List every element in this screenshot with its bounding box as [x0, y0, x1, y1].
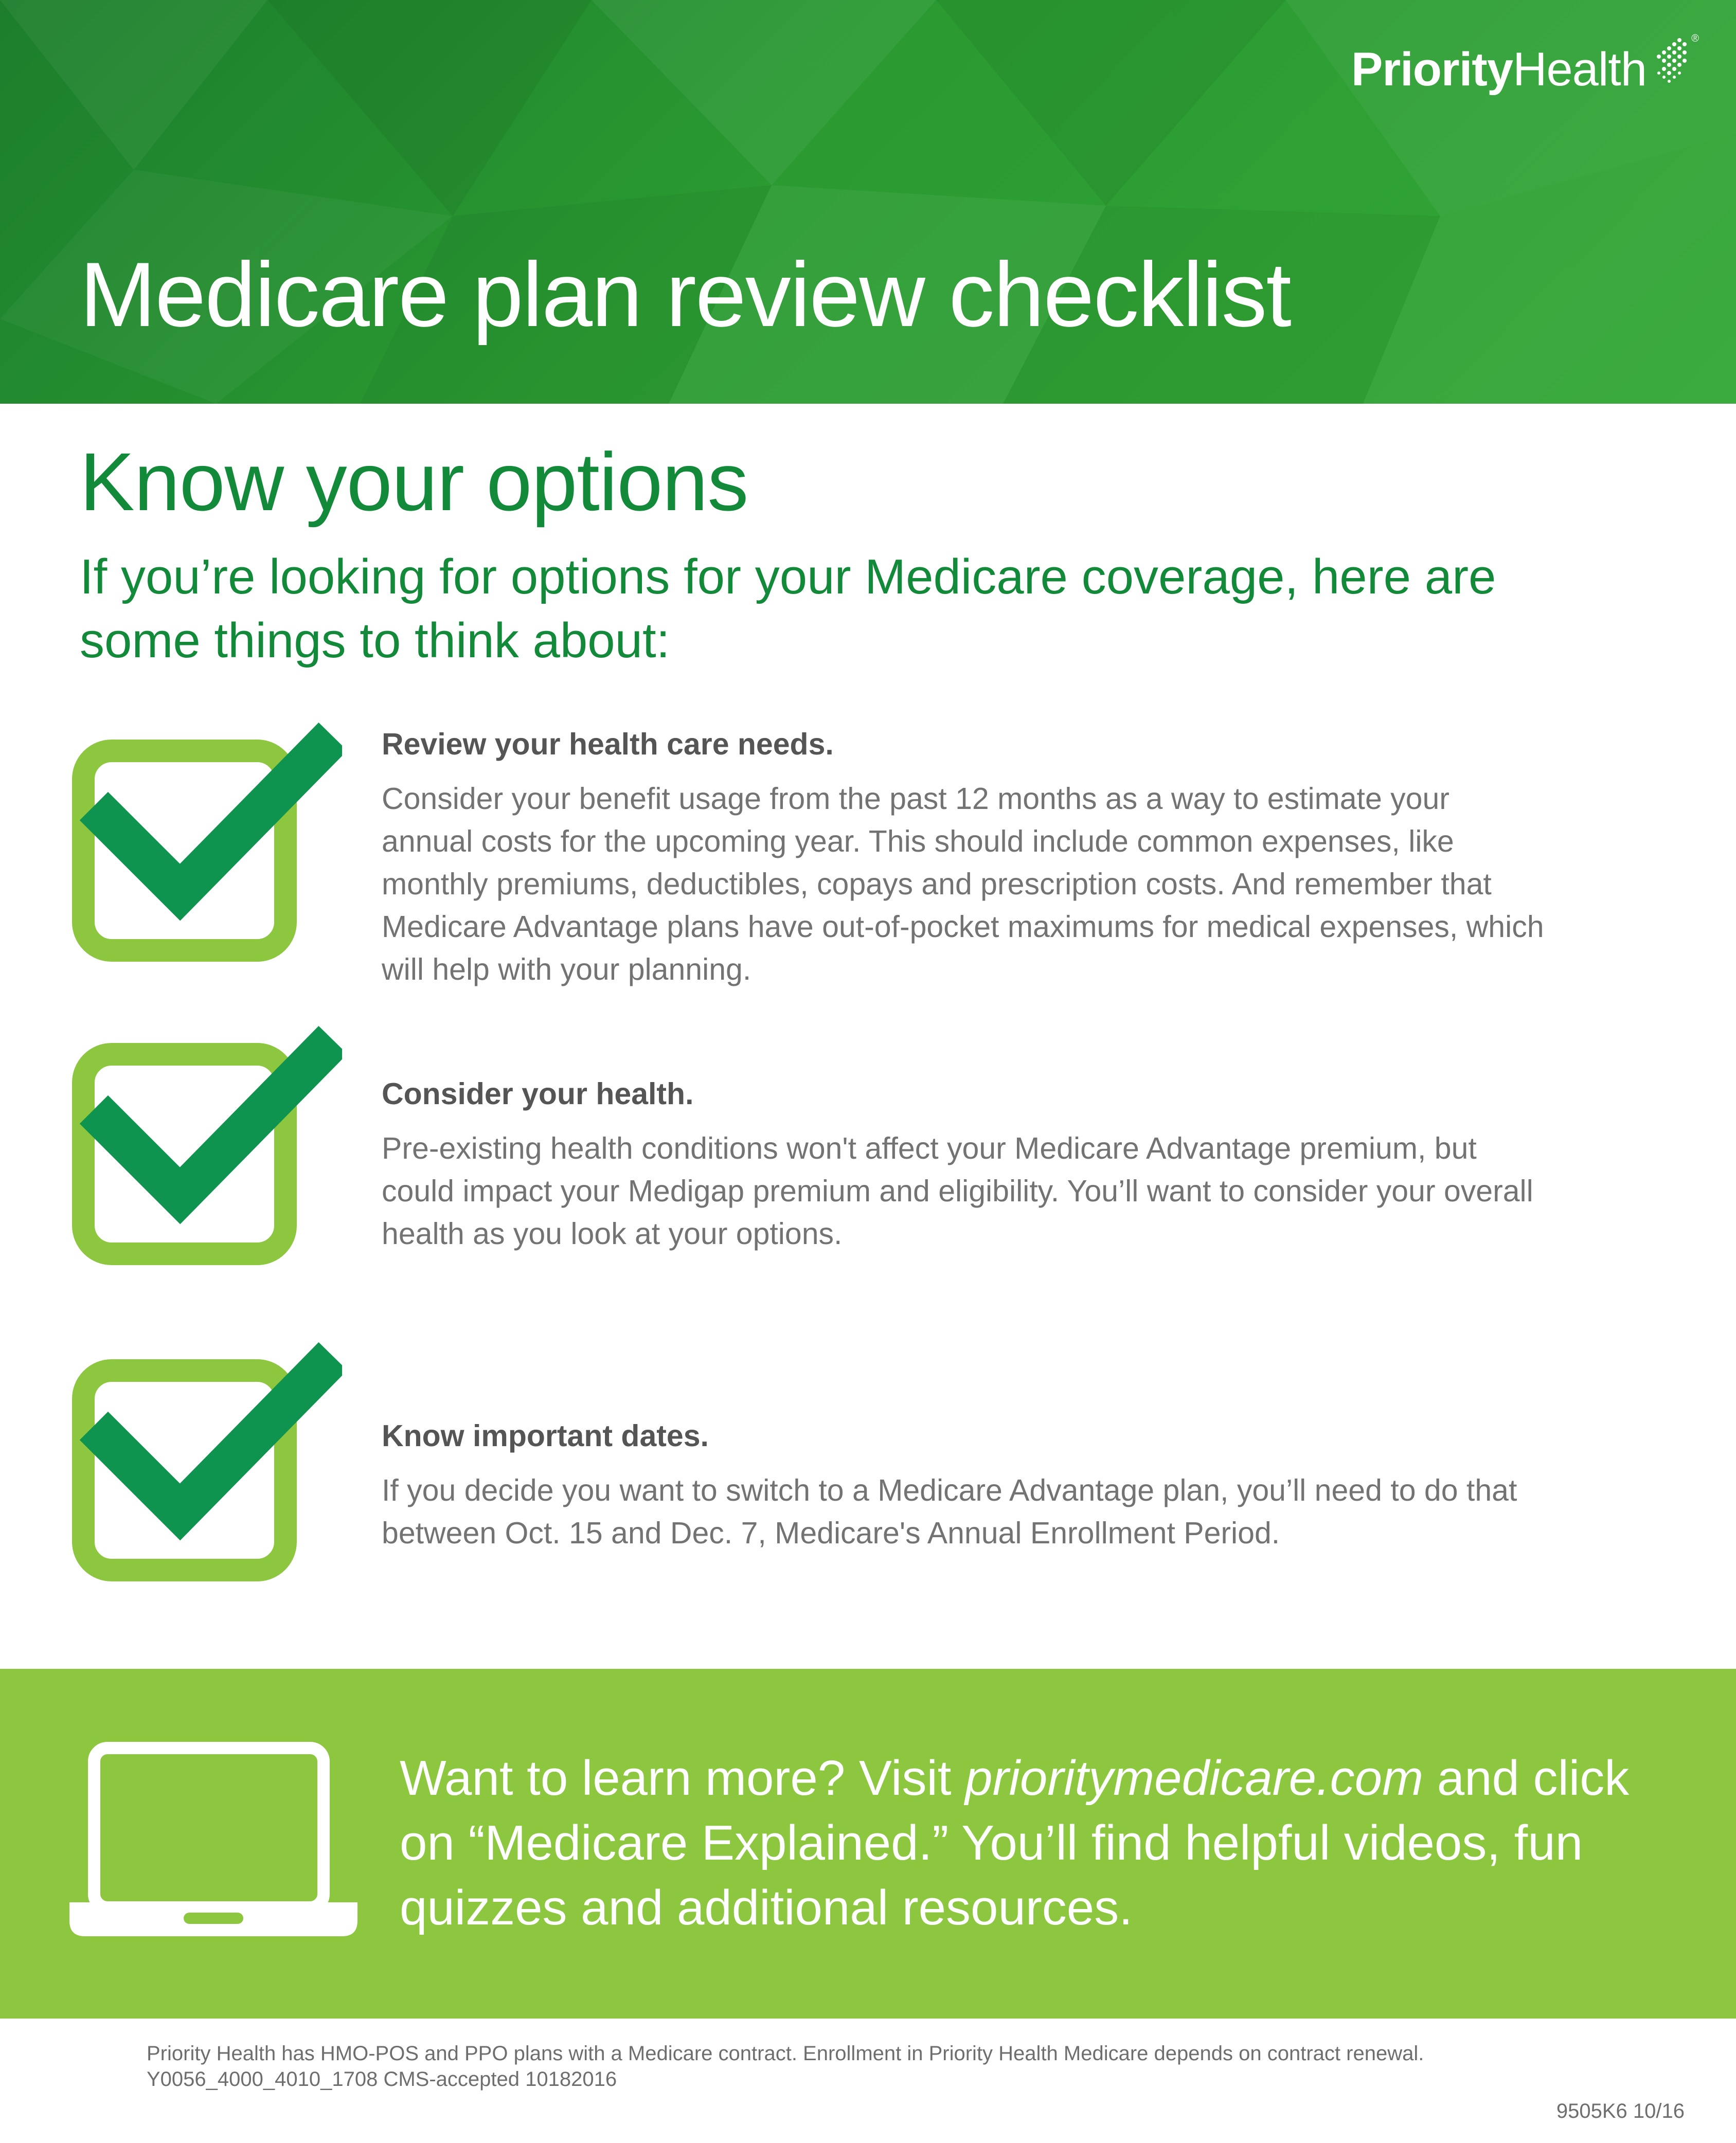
- checkbox-checked-icon: [69, 1337, 342, 1605]
- checklist-item: [382, 1075, 1544, 1255]
- checklist-item-body: Pre-existing health conditions won't affect your Medicare Advantage premium, but could impact your Medigap premium and eligibility. You’ll want to consider your overall health as you look at your options.: [382, 1131, 1533, 1251]
- website-link[interactable]: prioritymedicare.com: [965, 1751, 1424, 1806]
- checklist-item-body: If you decide you want to switch to a Medicare Advantage plan, you’ll need to do that between Oct. 15 and Dec. 7, Medicare's Annual Enrollment Period.: [382, 1473, 1517, 1550]
- page-title: Medicare plan review checklist: [80, 243, 1291, 346]
- checklist-item-title: Consider your health.: [382, 1077, 694, 1111]
- logo-wordmark: [1351, 43, 1646, 97]
- laptop-icon: [69, 1741, 357, 1936]
- logo-name-light: Health: [1513, 43, 1646, 96]
- disclaimer-line-1: Priority Health has HMO-POS and PPO plans with a Medicare contract. Enrollment in Priority Health Medicare depends on contract renewal.: [147, 2042, 1424, 2065]
- checklist-item-title: Review your health care needs.: [382, 727, 834, 761]
- checkbox-checked-icon: [69, 717, 342, 985]
- cta-text-after: and click on “Medicare Explained.” You’ll find helpful videos, fun quizzes and additional resources.: [400, 1751, 1630, 1935]
- registered-mark: ®: [1691, 33, 1699, 44]
- checklist-item: [382, 725, 1544, 991]
- logo-grid-icon: [1654, 36, 1690, 103]
- cta-text: [400, 1746, 1675, 1940]
- priority-health-logo: [1351, 31, 1699, 108]
- checkbox-checked-icon: [69, 1021, 342, 1288]
- intro-text: If you’re looking for options for your Medicare coverage, here are some things to think about:: [80, 549, 1496, 668]
- cta-text-before: Want to learn more? Visit: [400, 1751, 965, 1806]
- section-title: Know your options: [80, 436, 748, 528]
- cta-banner: [0, 1669, 1736, 2019]
- header-banner: [0, 0, 1736, 404]
- footer-disclaimer: [147, 2041, 1638, 2092]
- checklist-item-body: Consider your benefit usage from the past 12 months as a way to estimate your annual costs for the upcoming year. This should include common expenses, like monthly premiums, deductibles, copays and prescription costs. And remember that Medicare Advantage plans have out-of-pocket maximums for medical expenses, which will help with your planning.: [382, 782, 1544, 986]
- logo-name-bold: Priority: [1351, 43, 1513, 96]
- checklist-item-title: Know important dates.: [382, 1419, 709, 1453]
- checklist-item: [382, 1417, 1544, 1555]
- document-code: 9505K6 10/16: [1556, 2100, 1685, 2122]
- disclaimer-line-2: Y0056_4000_4010_1708 CMS-accepted 10182016: [147, 2068, 617, 2091]
